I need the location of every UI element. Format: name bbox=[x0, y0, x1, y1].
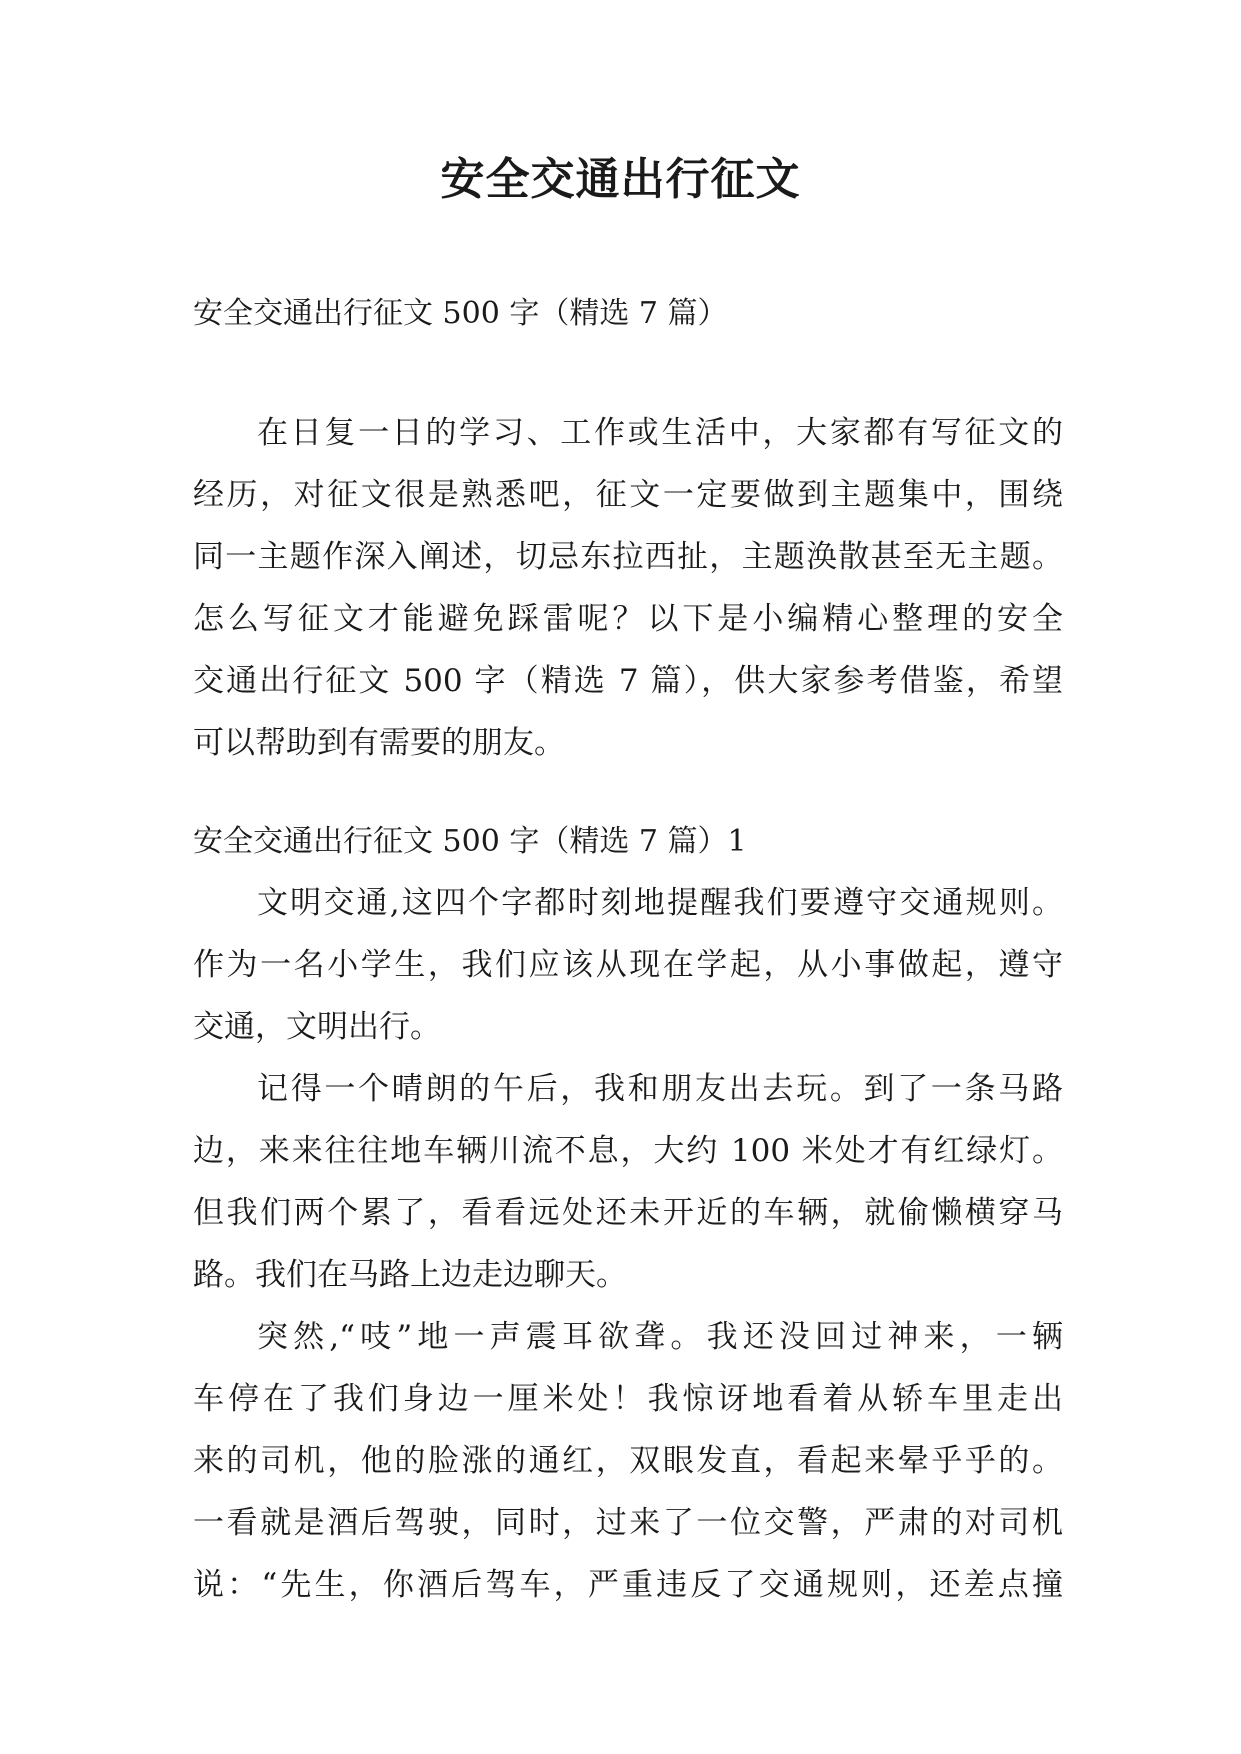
paragraph-line: 说：“先生，你酒后驾车，严重违反了交通规则，还差点撞 bbox=[193, 1567, 1063, 1603]
paragraph-line: 在日复一日的学习、工作或生活中，大家都有写征文的 bbox=[257, 415, 1063, 451]
document-subtitle: 安全交通出行征文 500 字（精选 7 篇） bbox=[193, 296, 728, 331]
paragraph-line: 一看就是酒后驾驶，同时，过来了一位交警，严肃的对司机 bbox=[193, 1505, 1063, 1541]
paragraph-line: 来的司机，他的脸涨的通红，双眼发直，看起来晕乎乎的。 bbox=[193, 1443, 1063, 1479]
paragraph-line: 边，来来往往地车辆川流不息，大约 100 米处才有红绿灯。 bbox=[193, 1133, 1063, 1169]
essay-body bbox=[193, 872, 1063, 1616]
paragraph-line: 同一主题作深入阐述，切忌东拉西扯，主题涣散甚至无主题。 bbox=[193, 539, 1063, 575]
document-title: 安全交通出行征文 bbox=[440, 154, 801, 205]
paragraph-line: 记得一个晴朗的午后，我和朋友出去玩。到了一条马路 bbox=[257, 1071, 1063, 1107]
paragraph-line: 但我们两个累了，看看远处还未开近的车辆，就偷懒横穿马 bbox=[193, 1195, 1063, 1231]
paragraph-line: 交通，文明出行。 bbox=[193, 1009, 441, 1045]
paragraph-line: 经历，对征文很是熟悉吧，征文一定要做到主题集中，围绕 bbox=[193, 477, 1063, 513]
paragraph-line: 作为一名小学生，我们应该从现在学起，从小事做起，遵守 bbox=[193, 947, 1063, 983]
paragraph-line: 交通出行征文 500 字（精选 7 篇），供大家参考借鉴，希望 bbox=[193, 663, 1063, 699]
paragraph-line: 怎么写征文才能避免踩雷呢？以下是小编精心整理的安全 bbox=[193, 601, 1063, 637]
paragraph-line: 文明交通,这四个字都时刻地提醒我们要遵守交通规则。 bbox=[257, 885, 1063, 921]
paragraph-line: 车停在了我们身边一厘米处！我惊讶地看着从轿车里走出 bbox=[193, 1381, 1063, 1417]
section-heading: 安全交通出行征文 500 字（精选 7 篇）1 bbox=[193, 824, 747, 859]
paragraph-line: 可以帮助到有需要的朋友。 bbox=[193, 725, 565, 761]
intro-paragraph bbox=[193, 402, 1063, 774]
paragraph-line: 路。我们在马路上边走边聊天。 bbox=[193, 1257, 627, 1293]
paragraph-line: 突然,“吱”地一声震耳欲聋。我还没回过神来，一辆 bbox=[257, 1319, 1063, 1355]
